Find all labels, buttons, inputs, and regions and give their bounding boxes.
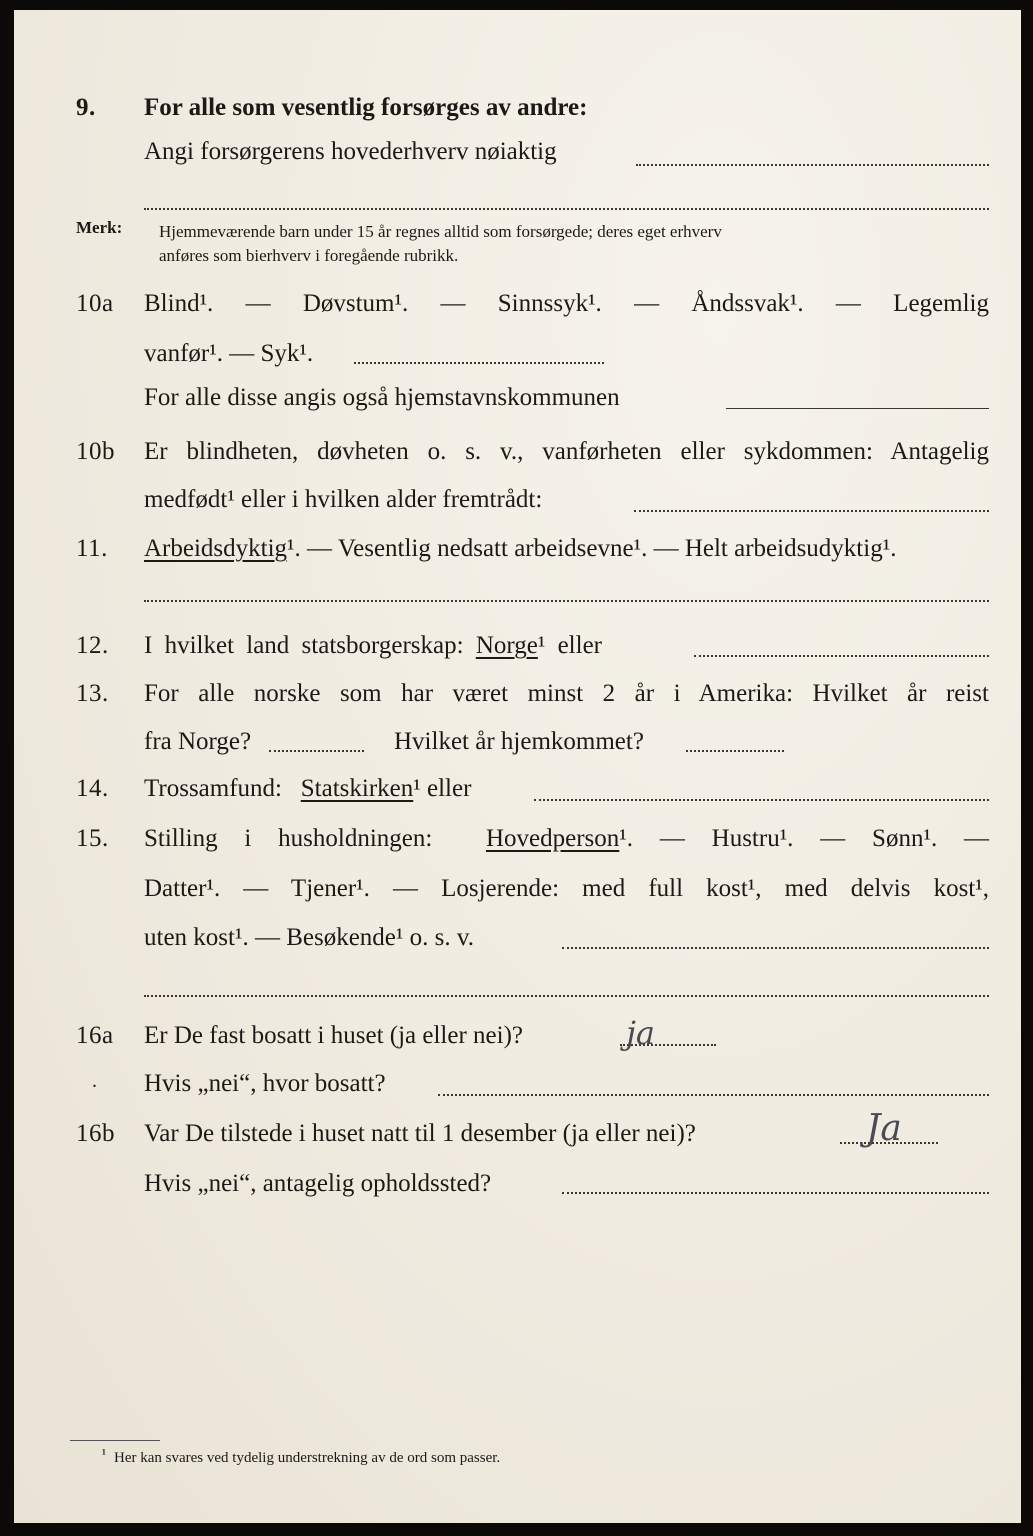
q12-pre: I hvilket land statsborgerskap: <box>144 632 464 659</box>
q10a-line1: Blind¹. — Døvstum¹. — Sinnssyk¹. — Åndssvak¹. — Legemlig <box>144 290 989 317</box>
q14-number: 14. <box>76 775 109 802</box>
q14-option-statskirken[interactable]: Statskirken <box>300 775 414 802</box>
q13-year-left-line[interactable] <box>269 750 364 752</box>
footnote-text: Her kan svares ved tydelig understrekning av de ord som passer. <box>114 1450 501 1466</box>
q15-answer-line-2[interactable] <box>144 995 989 997</box>
q11-option-arbeidsdyktig[interactable]: Arbeidsdyktig <box>144 535 288 562</box>
q16b-number: 16b <box>76 1120 115 1147</box>
census-form-page <box>14 10 1021 1523</box>
q10a-line2: vanfør¹. — Syk¹. <box>144 340 314 367</box>
q16b-handwritten-answer: Ja <box>866 1108 902 1149</box>
q10a-line3: For alle disse angis også hjemstavnskommunen <box>144 384 620 411</box>
q11-number: 11. <box>76 535 108 562</box>
q15-line2: Datter¹. — Tjener¹. — Losjerende: med full kost¹, med delvis kost¹, <box>144 875 989 902</box>
q10a-answer-line[interactable] <box>354 362 604 364</box>
q9-line1: Angi forsørgerens hovederhverv nøiaktig <box>144 138 557 165</box>
q14-post: ¹ eller <box>413 775 472 802</box>
q16b-line2: Hvis „nei“, antagelig opholdssted? <box>144 1170 492 1197</box>
q16b-stay-line[interactable] <box>562 1192 989 1194</box>
q12-option-norge[interactable]: Norge <box>475 632 538 659</box>
q16a-residence-line[interactable] <box>438 1094 989 1096</box>
q10b-number: 10b <box>76 438 115 465</box>
q9-answer-line[interactable] <box>636 164 989 166</box>
q13-year-returned-line[interactable] <box>686 750 784 752</box>
q10a-hometown-line[interactable] <box>726 408 989 409</box>
q10a-number: 10a <box>76 290 114 317</box>
q9-number: 9. <box>76 94 96 121</box>
q14-line <box>144 775 471 803</box>
q16a-number: 16a <box>76 1022 114 1049</box>
q10b-answer-line[interactable] <box>634 510 989 512</box>
note-line2: anføres som bierhverv i foregående rubrikk. <box>159 246 459 265</box>
q14-pre: Trossamfund: <box>144 775 282 802</box>
q13-line2a: fra Norge? <box>144 728 252 755</box>
q10b-line1: Er blindheten, døvheten o. s. v., vanførheten eller sykdommen: Antagelig <box>144 438 989 465</box>
q15-post: ¹. — Hustru¹. — Sønn¹. — <box>619 825 989 852</box>
q12-line <box>144 632 602 660</box>
q16a-line1: Er De fast bosatt i huset (ja eller nei)? <box>144 1022 524 1049</box>
q11-answer-line[interactable] <box>144 600 989 602</box>
q16b-line1: Var De tilstede i huset natt til 1 desember (ja eller nei)? <box>144 1120 696 1147</box>
q12-post: ¹ eller <box>537 632 602 659</box>
q15-pre: Stilling i husholdningen: <box>144 825 433 852</box>
q13-line1: For alle norske som har været minst 2 år i Amerika: Hvilket år reist <box>144 680 989 707</box>
q13-line2b: Hvilket år hjemkommet? <box>394 728 644 755</box>
q9-heading: For alle som vesentlig forsørges av andre: <box>144 94 588 121</box>
q12-number: 12. <box>76 632 109 659</box>
note-label: Merk: <box>76 218 123 237</box>
q16a-dot-mark: . <box>92 1070 97 1092</box>
q15-answer-line[interactable] <box>562 947 989 949</box>
q15-number: 15. <box>76 825 109 852</box>
q16a-handwritten-answer: ja <box>626 1014 655 1052</box>
q15-line3: uten kost¹. — Besøkende¹ o. s. v. <box>144 924 475 951</box>
q11-line <box>144 535 896 563</box>
q15-option-hovedperson[interactable]: Hovedperson <box>485 825 620 852</box>
q16a-line2: Hvis „nei“, hvor bosatt? <box>144 1070 386 1097</box>
footnote-rule <box>70 1440 160 1441</box>
q9-answer-line-2[interactable] <box>144 208 989 210</box>
q12-answer-line[interactable] <box>694 655 989 657</box>
q15-line1 <box>144 825 989 853</box>
footnote-mark: ¹ <box>102 1446 106 1461</box>
q10b-line2: medfødt¹ eller i hvilken alder fremtrådt: <box>144 486 543 513</box>
note-line1: Hjemmeværende barn under 15 år regnes alltid som forsørgede; deres eget erhverv <box>159 222 722 241</box>
q11-rest: ¹. — Vesentlig nedsatt arbeidsevne¹. — Helt arbeidsudyktig¹. <box>287 535 897 562</box>
q14-answer-line[interactable] <box>534 799 989 801</box>
q13-number: 13. <box>76 680 109 707</box>
